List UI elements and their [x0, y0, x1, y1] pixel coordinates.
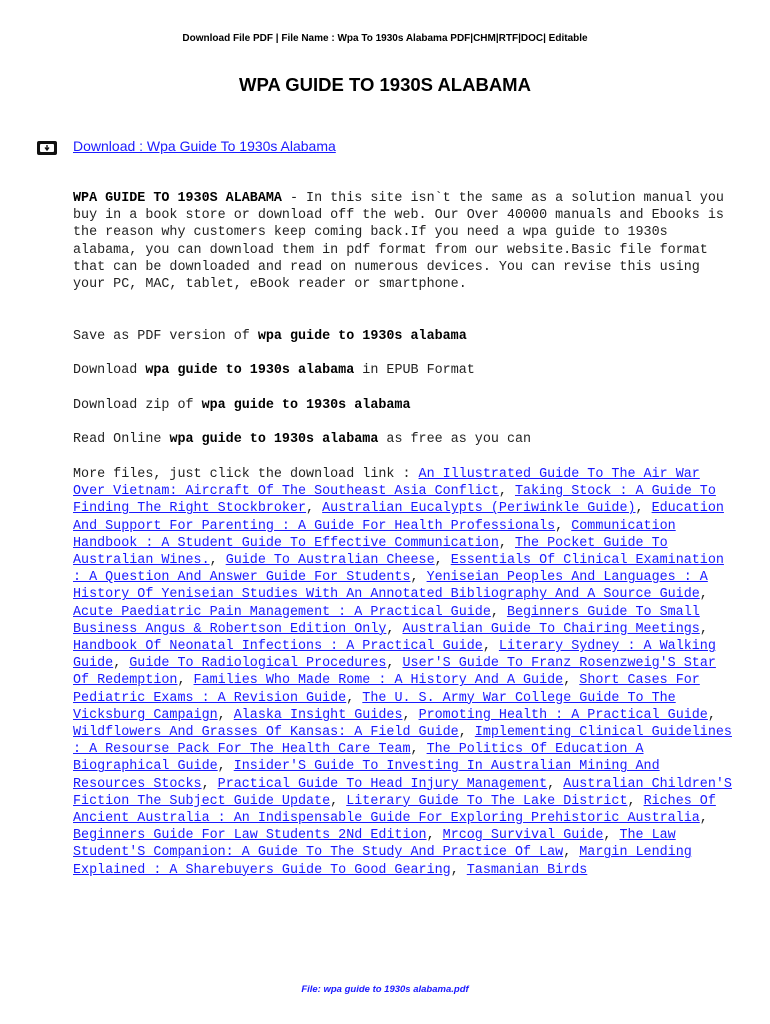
- zip-line: [73, 397, 733, 414]
- intro-paragraph: [73, 190, 733, 293]
- more-file-link[interactable]: Implementing Clinical Guidelines : A Resourse Pack For The Health Care Team: [73, 725, 732, 758]
- more-file-link[interactable]: Beginners Guide To Small Business Angus & Robertson Edition Only: [73, 604, 700, 637]
- intro-text: - In this site isn`t the same as a solution manual you buy in a book store or download off the web. Our Over 40000 manuals and Ebooks is the reason why customers keep coming back.If you need a wpa guide to 1930s alabama, you can download them in pdf format from our website.Basic file format that can be downloaded and read on numerous devices. You can revise this using your PC, MAC, tablet, eBook reader or smartphone.: [73, 191, 724, 293]
- online-prefix: Read Online: [73, 432, 170, 447]
- more-files-prefix: More files, just click the download link :: [73, 467, 419, 482]
- more-file-link[interactable]: Taking Stock : A Guide To Finding The Right Stockbroker: [73, 484, 716, 517]
- more-file-link[interactable]: Education And Support For Parenting : A Guide For Health Professionals: [73, 501, 724, 534]
- more-file-link[interactable]: Insider'S Guide To Investing In Australian Mining And Resources Stocks: [73, 759, 660, 792]
- page-title: WPA GUIDE TO 1930S ALABAMA: [239, 74, 531, 95]
- more-file-link[interactable]: Promoting Health : A Practical Guide: [418, 707, 708, 723]
- page-header: Download File PDF | File Name : Wpa To 1930s Alabama PDF|CHM|RTF|DOC| Editable: [182, 33, 588, 44]
- more-file-link[interactable]: An Illustrated Guide To The Air War Over Vietnam: Aircraft Of The Southeast Asia Conflict: [73, 467, 700, 500]
- more-file-link[interactable]: Handbook Of Neonatal Infections : A Practical Guide: [73, 639, 483, 655]
- more-file-link[interactable]: Tasmanian Birds: [466, 862, 588, 878]
- epub-line: [73, 362, 733, 379]
- more-file-link[interactable]: Essentials Of Clinical Examination : A Question And Answer Guide For Students: [73, 553, 724, 586]
- more-files-paragraph: More files, just click the download link : An Illustrated Guide To The Air War Over Vietnam: Aircraft Of The Southeast Asia Conflict, Taking Stock : A Guide To Finding The Right Stockbroker, Australian Eucalypts (Periwinkle Guide), Education And Support For Parenting : A Guide For Health Professionals, Communication Handbook : A Student Guide To Effective Communication, The Pocket Guide To Australian Wines., Guide To Australian Cheese, Essentials Of Clinical Examination : A Question And Answer Guide For Students, Yeniseian Peoples And Languages : A History Of Yeniseian Studies With An Annotated Bibliography And A Source Guide, Acute Paediatric Pain Management : A Practical Guide, Beginners Guide To Small Business Angus & Robertson Edition Only, Australian Guide To Chairing Meetings, Handbook Of Neonatal Infections : A Practical Guide, Literary Sydney : A Walking Guide, Guide To Radiological Procedures, User'S Guide To Franz Rosenzweig'S Star Of Redemption, Families Who Made Rome : A History And A Guide, Short Cases For Pediatric Exams : A Revision Guide, The U. S. Army War College Guide To The Vicksburg Campaign, Alaska Insight Guides, Promoting Health : A Practical Guide, Wildflowers And Grasses Of Kansas: A Field Guide, Implementing Clinical Guidelines : A Resourse Pack For The Health Care Team, The Politics Of Education A Biographical Guide, Insider'S Guide To Investing In Australian Mining And Resources Stocks, Practical Guide To Head Injury Management, Australian Children'S Fiction The Subject Guide Update, Literary Guide To The Lake District, Riches Of Ancient Australia : An Indispensable Guide For Exploring Prehistoric Australia, Beginners Guide For Law Students 2Nd Edition, Mrcog Survival Guide, The Law Student'S Companion: A Guide To The Study And Practice Of Law, Margin Lending Explained : A Sharebuyers Guide To Good Gearing, Tasmanian Birds: [73, 467, 732, 878]
- more-file-link[interactable]: Literary Guide To The Lake District: [346, 793, 628, 809]
- more-file-link[interactable]: The U. S. Army War College Guide To The Vicksburg Campaign: [73, 690, 676, 723]
- more-file-link[interactable]: Wildflowers And Grasses Of Kansas: A Field Guide: [73, 725, 459, 741]
- epub-bold: wpa guide to 1930s alabama: [145, 363, 355, 378]
- save-pdf-line: [73, 328, 733, 345]
- more-file-link[interactable]: Short Cases For Pediatric Exams : A Revision Guide: [73, 673, 700, 706]
- page-footer: File: wpa guide to 1930s alabama.pdf: [301, 984, 469, 995]
- intro-bold: WPA GUIDE TO 1930S ALABAMA: [73, 191, 282, 206]
- online-bold: wpa guide to 1930s alabama: [169, 432, 379, 447]
- save-pdf-prefix: Save as PDF version of: [73, 329, 258, 344]
- more-file-link[interactable]: Alaska Insight Guides: [233, 707, 403, 723]
- more-file-link[interactable]: Literary Sydney : A Walking Guide: [73, 639, 716, 672]
- more-file-link[interactable]: Mrcog Survival Guide: [442, 828, 604, 844]
- more-file-link[interactable]: The Politics Of Education A Biographical Guide: [73, 742, 644, 775]
- download-link[interactable]: Download : Wpa Guide To 1930s Alabama: [73, 138, 336, 154]
- more-file-link[interactable]: Acute Paediatric Pain Management : A Practical Guide: [73, 604, 491, 620]
- zip-bold: wpa guide to 1930s alabama: [201, 398, 411, 413]
- download-icon[interactable]: [37, 141, 57, 155]
- more-file-link[interactable]: The Pocket Guide To Australian Wines.: [73, 535, 668, 569]
- more-file-link[interactable]: Australian Children'S Fiction The Subject Guide Update: [73, 776, 732, 809]
- more-file-link[interactable]: Communication Handbook : A Student Guide To Effective Communication: [73, 518, 676, 551]
- zip-prefix: Download zip of: [73, 398, 202, 413]
- more-file-link[interactable]: Beginners Guide For Law Students 2Nd Edition: [73, 828, 427, 844]
- more-file-link[interactable]: User'S Guide To Franz Rosenzweig'S Star Of Redemption: [73, 656, 716, 689]
- read-online-line: [73, 431, 733, 448]
- more-file-link[interactable]: Australian Eucalypts (Periwinkle Guide): [322, 501, 636, 517]
- more-file-link[interactable]: The Law Student'S Companion: A Guide To The Study And Practice Of Law: [73, 828, 676, 861]
- more-file-link[interactable]: Practical Guide To Head Injury Management: [217, 776, 548, 792]
- save-pdf-bold: wpa guide to 1930s alabama: [257, 329, 467, 344]
- epub-suffix: in EPUB Format: [354, 363, 475, 378]
- more-file-link[interactable]: Families Who Made Rome : A History And A Guide: [193, 673, 564, 689]
- online-suffix: as free as you can: [378, 432, 532, 447]
- more-file-link[interactable]: Riches Of Ancient Australia : An Indispensable Guide For Exploring Prehistoric Australia: [73, 793, 716, 827]
- more-file-link[interactable]: Yeniseian Peoples And Languages : A History Of Yeniseian Studies With An Annotated Bibliography And A Source Guide: [73, 570, 708, 603]
- more-file-link[interactable]: Margin Lending Explained : A Sharebuyers Guide To Good Gearing: [73, 845, 692, 878]
- more-file-link[interactable]: Australian Guide To Chairing Meetings: [402, 621, 700, 637]
- more-file-link[interactable]: Guide To Radiological Procedures: [129, 656, 387, 672]
- epub-prefix: Download: [73, 363, 146, 378]
- more-file-link[interactable]: Guide To Australian Cheese: [225, 553, 435, 569]
